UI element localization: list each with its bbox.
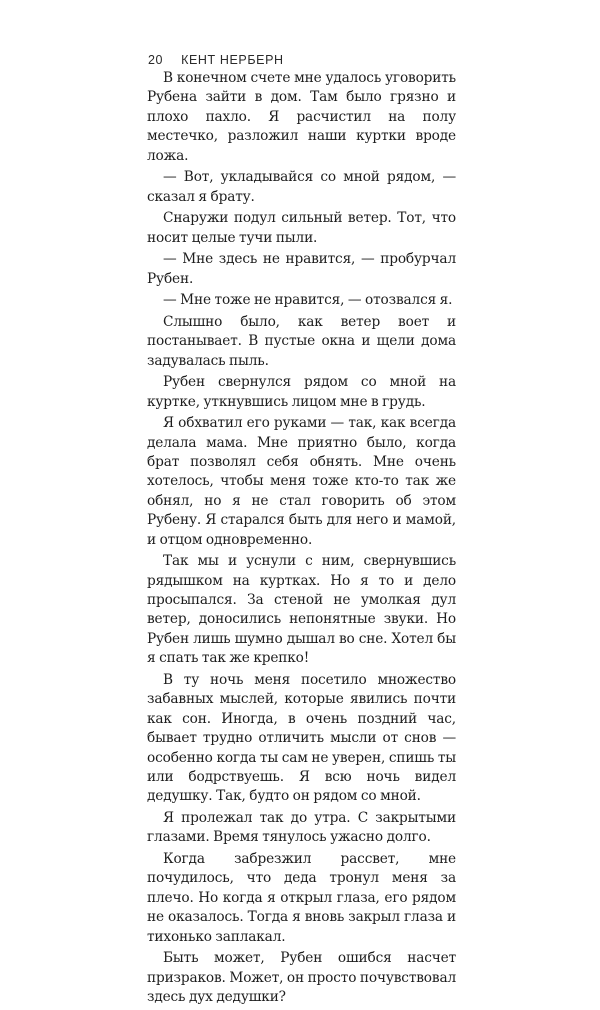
running-head: [148, 53, 284, 67]
paragraph: Я пролежал так до утра. С закрытыми глазами. Время тянулось ужасно долго.: [147, 809, 456, 846]
paragraph: — Мне здесь не нравится, — пробурчал Рубен.: [147, 251, 456, 287]
page-number: 20: [148, 53, 164, 67]
paragraph: В ту ночь меня посетило множество забавных мыслей, которые явились почти как сон. Иногда, в очень поздний час, бывает трудно отличить мысли от снов — особенно когда ты сам не уверен, спишь ты или бодрствуешь. Я всю ночь видел дедушку. Так, будто он рядом со мной.: [147, 671, 456, 805]
paragraph: Снаружи подул сильный ветер. Тот, что носит целые тучи пыли.: [147, 210, 456, 246]
paragraph: Я обхватил его руками — так, как всегда делала мама. Мне приятно было, когда брат позволял себя обнять. Мне очень хотелось, чтобы меня тоже кто-то так же обнял, но я не стал говорить об этом Рубену. Я старался быть для него и мамой, и отцом одновременно.: [147, 415, 456, 548]
paragraph: Когда забрезжил рассвет, мне почудилось, что деда тронул меня за плечо. Но когда я открыл глаза, его рядом не оказалось. Тогда я вновь закрыл глаза и тихонько заплакал.: [147, 850, 456, 945]
paragraph: Слышно было, как ветер воет и постанывает. В пустые окна и щели дома задувалась пыль.: [147, 313, 456, 369]
paragraph: — Мне тоже не нравится, — отозвался я.: [163, 292, 453, 309]
author-name: КЕНТ НЕРБЕРН: [181, 53, 284, 67]
paragraph: — Вот, укладывайся со мной рядом, — сказал я брату.: [147, 169, 456, 205]
paragraph: В конечном счете мне удалось уговорить Рубена зайти в дом. Там было грязно и плохо пахло. Я расчистил на полу местечко, разложил наши куртки вроде ложа.: [147, 70, 456, 164]
body-text: [147, 69, 456, 1010]
paragraph: Рубен свернулся рядом со мной на куртке, уткнувшись лицом мне в грудь.: [147, 374, 456, 410]
paragraph: Быть может, Рубен ошибся насчет призраков. Может, он просто почувствовал здесь дух дедушки?: [147, 950, 457, 1005]
paragraph: Так мы и уснули с ним, свернувшись рядышком на куртках. Но я то и дело просыпался. За стеной не умолкая дул ветер, доносились непонятные звуки. Но Рубен лишь шумно дышал во сне. Хотел бы я спать так же крепко!: [147, 553, 456, 667]
